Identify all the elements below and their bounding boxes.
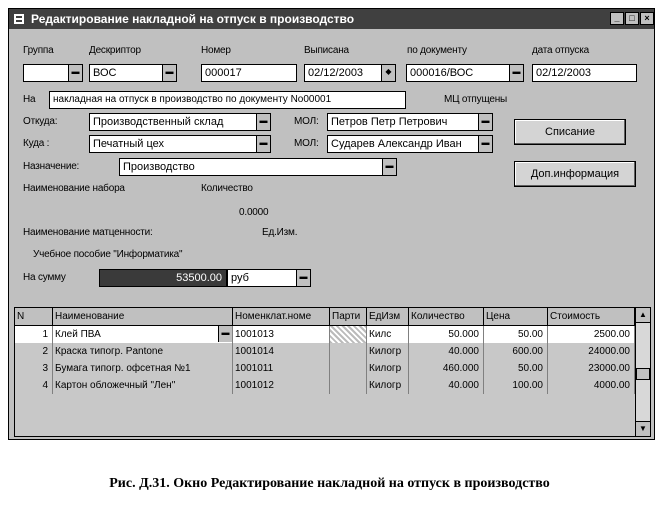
col-unit[interactable]: ЕдИзм [367, 308, 409, 325]
dropdown-arrow-icon[interactable]: ▬ [256, 114, 270, 130]
by-document-select[interactable]: 000016/ВОС ▬ [406, 64, 524, 82]
number-label: Номер [201, 45, 231, 56]
col-party[interactable]: Парти [330, 308, 367, 325]
release-date-label: дата отпуска [532, 45, 589, 56]
spin-icon[interactable]: ◆ [381, 65, 395, 81]
cell-name: Бумага типогр. офсетная №1 [53, 360, 233, 377]
cell-name[interactable]: Клей ПВА ▬ [53, 326, 233, 343]
cell-price: 50.00 [484, 326, 548, 343]
issued-label: Выписана [304, 45, 349, 56]
table-row[interactable] [15, 343, 635, 360]
to-label: Куда : [23, 138, 50, 149]
dropdown-arrow-icon[interactable]: ▬ [296, 270, 310, 286]
table-header [15, 308, 650, 326]
dropdown-arrow-icon[interactable]: ▬ [68, 65, 82, 81]
cell-nomenclature: 1001014 [233, 343, 330, 360]
edit-invoice-window [8, 8, 655, 440]
cell-party [330, 360, 367, 377]
mol-label-2: МОЛ: [294, 138, 319, 149]
caption-title: Редактирование накладной на отпуск в производство [210, 476, 550, 491]
maximize-button[interactable]: □ [625, 12, 639, 25]
minimize-button[interactable]: _ [610, 12, 624, 25]
by-document-label: по документу [407, 45, 467, 56]
cell-party[interactable] [330, 326, 367, 343]
close-button[interactable]: × [640, 12, 654, 25]
quantity-value: 0.0000 [239, 207, 269, 218]
dropdown-arrow-icon[interactable]: ▬ [162, 65, 176, 81]
cell-price: 600.00 [484, 343, 548, 360]
dropdown-arrow-icon[interactable]: ▬ [478, 136, 492, 152]
col-cost[interactable]: Стоимость [548, 308, 635, 325]
to-select[interactable]: Печатный цех ▬ [89, 135, 271, 153]
sum-input[interactable]: 53500.00 [99, 269, 227, 287]
mc-released-label: МЦ отпущены [444, 94, 508, 105]
na-input[interactable]: накладная на отпуск в производство по документу No00001 [49, 91, 406, 109]
col-price[interactable]: Цена [484, 308, 548, 325]
na-label: На [23, 94, 36, 105]
window-icon [13, 13, 25, 25]
release-date-input[interactable]: 02/12/2003 [532, 64, 637, 82]
quantity-label: Количество [201, 183, 253, 194]
from-select[interactable]: Производственный склад ▬ [89, 113, 271, 131]
unit-label: Ед.Изм. [262, 227, 298, 238]
number-input[interactable]: 000017 [201, 64, 297, 82]
cell-nomenclature: 1001011 [233, 360, 330, 377]
cell-qty: 40.000 [409, 343, 484, 360]
purpose-label: Назначение: [23, 161, 80, 172]
cell-n: 2 [15, 343, 53, 360]
dropdown-arrow-icon[interactable]: ▬ [478, 114, 492, 130]
write-off-button[interactable]: Списание [514, 119, 626, 145]
cell-nomenclature: 1001012 [233, 377, 330, 394]
scroll-thumb[interactable] [636, 368, 650, 380]
table-row[interactable] [15, 326, 635, 343]
title-bar [9, 9, 654, 29]
dropdown-arrow-icon[interactable]: ▬ [509, 65, 523, 81]
mol-from-select[interactable]: Петров Петр Петрович ▬ [327, 113, 493, 131]
col-name[interactable]: Наименование [53, 308, 233, 325]
dropdown-arrow-icon[interactable]: ▬ [256, 136, 270, 152]
table-row[interactable] [15, 360, 635, 377]
cell-party [330, 377, 367, 394]
material-name-label: Наименование матценности: [23, 227, 153, 238]
descriptor-select[interactable]: ВОС ▬ [89, 64, 177, 82]
cell-party [330, 343, 367, 360]
cell-n: 1 [15, 326, 53, 343]
cell-qty: 50.000 [409, 326, 484, 343]
figure-caption [0, 476, 659, 492]
cell-qty: 40.000 [409, 377, 484, 394]
group-label: Группа [23, 45, 54, 56]
cell-price: 50.00 [484, 360, 548, 377]
cell-qty: 460.000 [409, 360, 484, 377]
col-n[interactable]: N [15, 308, 53, 325]
cell-unit: Килогр [367, 377, 409, 394]
cell-nomenclature: 1001013 [233, 326, 330, 343]
cell-unit: Килс [367, 326, 409, 343]
cell-name: Краска типогр. Pantone [53, 343, 233, 360]
cell-cost: 23000.00 [548, 360, 635, 377]
cell-cost: 2500.00 [548, 326, 635, 343]
purpose-select[interactable]: Производство ▬ [119, 158, 397, 176]
currency-select[interactable]: руб ▬ [227, 269, 311, 287]
scroll-down-icon[interactable]: ▼ [636, 421, 650, 436]
caption-prefix: Рис. Д.31. Окно [109, 476, 211, 491]
sum-label: На сумму [23, 272, 66, 283]
cell-n: 3 [15, 360, 53, 377]
cell-cost: 4000.00 [548, 377, 635, 394]
items-table [14, 307, 651, 437]
scroll-up-icon[interactable]: ▲ [636, 308, 650, 323]
cell-name: Картон обложечный "Лен" [53, 377, 233, 394]
cell-unit: Килогр [367, 360, 409, 377]
descriptor-label: Дескриптор [89, 45, 141, 56]
col-nomenclature[interactable]: Номенклат.номе [233, 308, 330, 325]
from-label: Откуда: [23, 116, 58, 127]
cell-price: 100.00 [484, 377, 548, 394]
mol-to-select[interactable]: Сударев Александр Иван ▬ [327, 135, 493, 153]
table-row[interactable] [15, 377, 635, 394]
mol-label-1: МОЛ: [294, 116, 319, 127]
issued-date-input[interactable]: 02/12/2003 ◆ [304, 64, 396, 82]
vertical-scrollbar[interactable] [635, 308, 650, 436]
kit-name-label: Наименование набора [23, 183, 125, 194]
table-empty-area [15, 394, 635, 437]
col-qty[interactable]: Количество [409, 308, 484, 325]
material-value: Учебное пособие "Информатика" [33, 249, 183, 260]
dropdown-arrow-icon[interactable]: ▬ [218, 326, 232, 342]
cell-unit: Килогр [367, 343, 409, 360]
extra-info-button[interactable]: Доп.информация [514, 161, 636, 187]
cell-n: 4 [15, 377, 53, 394]
cell-cost: 24000.00 [548, 343, 635, 360]
window-title: Редактирование накладной на отпуск в производство [31, 12, 355, 26]
dropdown-arrow-icon[interactable]: ▬ [382, 159, 396, 175]
group-select[interactable] [23, 64, 83, 82]
